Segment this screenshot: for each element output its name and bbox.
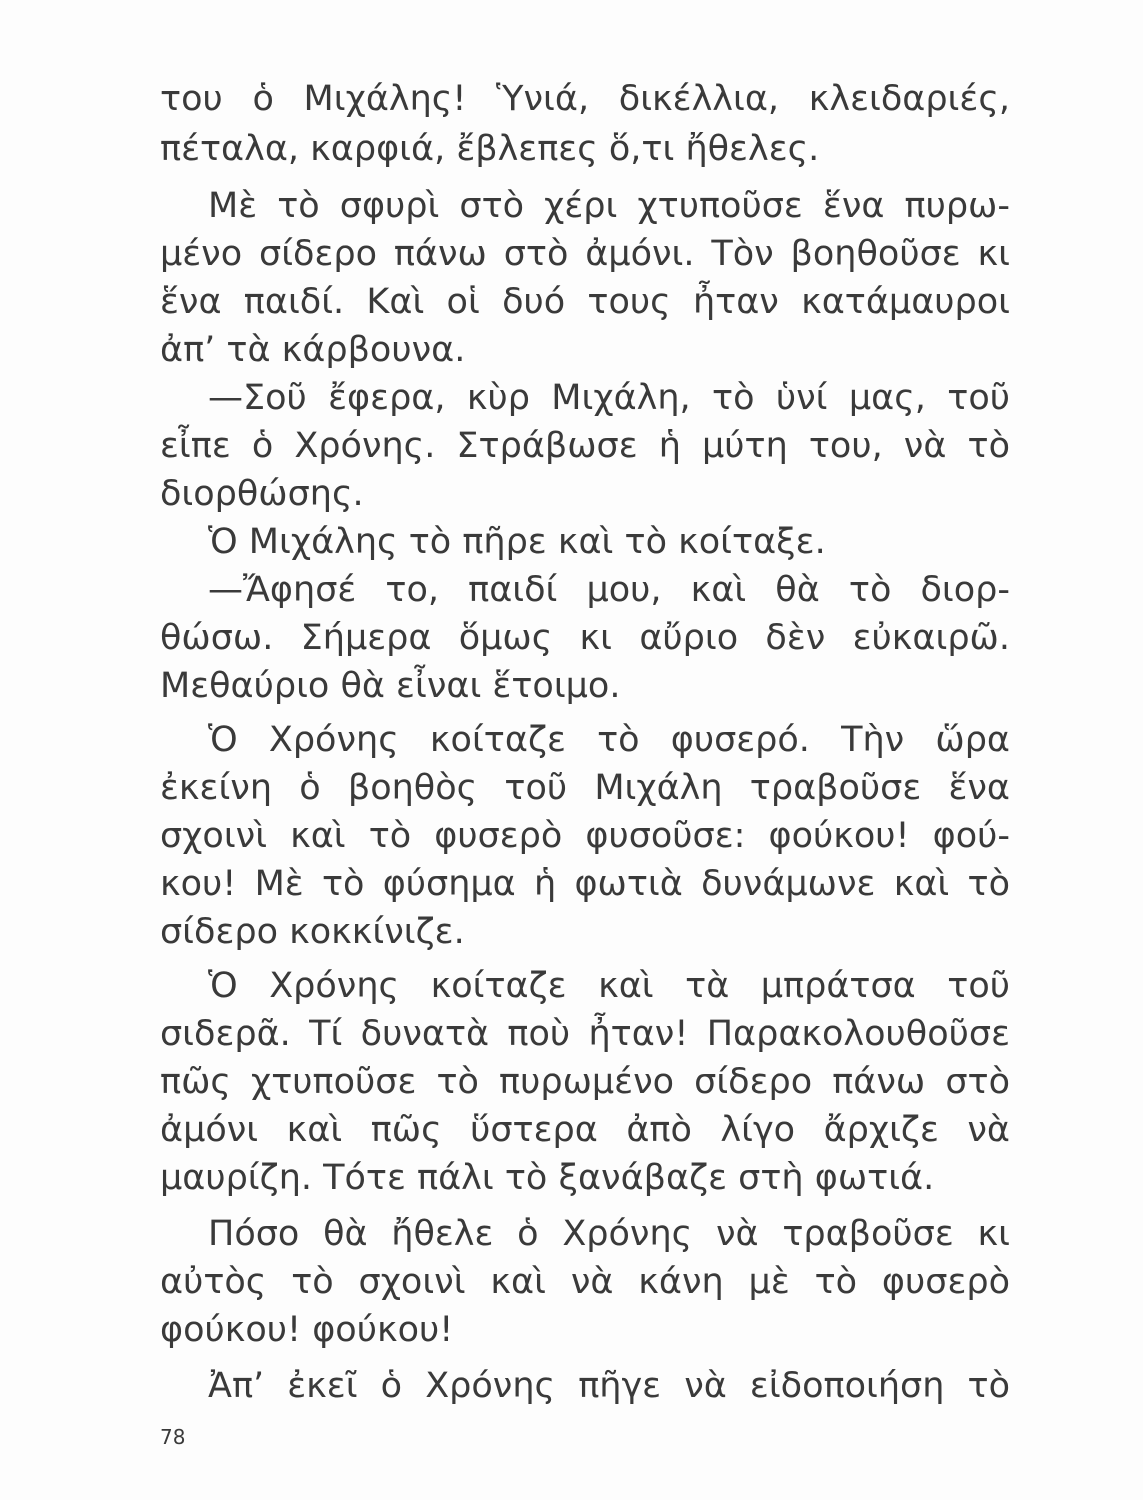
text-line: ἕνα παιδί. Καὶ οἱ δυό τους ἦταν κατάμαυροι bbox=[160, 282, 1010, 322]
text-line: κου! Μὲ τὸ φύσημα ἡ φωτιὰ δυνάμωνε καὶ τὸ bbox=[160, 864, 1010, 904]
text-line: Ὁ Χρόνης κοίταζε τὸ φυσερό. Τὴν ὥρα bbox=[208, 720, 1010, 760]
text-line: Πόσο θὰ ἤθελε ὁ Χρόνης νὰ τραβοῦσε κι bbox=[208, 1214, 1010, 1254]
text-line: Μεθαύριο θὰ εἶναι ἕτοιμο. bbox=[160, 666, 621, 706]
text-line: σιδερᾶ. Τί δυνατὰ ποὺ ἦταν! Παρακολουθοῦσε bbox=[160, 1014, 1010, 1054]
text-line: εἶπε ὁ Χρόνης. Στράβωσε ἡ μύτη του, νὰ τὸ bbox=[160, 426, 1010, 466]
text-line: ἀμόνι καὶ πῶς ὕστερα ἀπὸ λίγο ἄρχιζε νὰ bbox=[160, 1110, 1010, 1150]
text-line: ἀπ’ τὰ κάρβουνα. bbox=[160, 330, 466, 370]
text-line: θώσω. Σήμερα ὅμως κι αὔριο δὲν εὐκαιρῶ. bbox=[160, 618, 1010, 658]
text-line: —Ἄφησέ το, παιδί μου, καὶ θὰ τὸ διορ- bbox=[208, 570, 1010, 610]
text-line: Ἀπ’ ἐκεῖ ὁ Χρόνης πῆγε νὰ εἰδοποιήση τὸ bbox=[208, 1366, 1010, 1406]
text-line: διορθώσης. bbox=[160, 474, 364, 514]
text-line: φούκου! φούκου! bbox=[160, 1310, 454, 1350]
text-line: του ὁ Μιχάλης! Ὑνιά, δικέλλια, κλειδαριές, bbox=[160, 79, 1010, 119]
text-line: σχοινὶ καὶ τὸ φυσερὸ φυσοῦσε: φούκου! φού- bbox=[160, 816, 1010, 856]
text-line: Ὁ Χρόνης κοίταζε καὶ τὰ μπράτσα τοῦ bbox=[208, 966, 1010, 1006]
text-line: —Σοῦ ἔφερα, κὺρ Μιχάλη, τὸ ὑνί μας, τοῦ bbox=[208, 378, 1010, 418]
text-line: πῶς χτυποῦσε τὸ πυρωμένο σίδερο πάνω στὸ bbox=[160, 1062, 1010, 1102]
text-line: μαυρίζη. Τότε πάλι τὸ ξανάβαζε στὴ φωτιά. bbox=[160, 1158, 935, 1198]
page-number: 78 bbox=[160, 1425, 186, 1449]
text-line: Ὁ Μιχάλης τὸ πῆρε καὶ τὸ κοίταξε. bbox=[208, 522, 826, 562]
text-line: ἐκείνη ὁ βοηθὸς τοῦ Μιχάλη τραβοῦσε ἕνα bbox=[160, 768, 1010, 808]
text-line: σίδερο κοκκίνιζε. bbox=[160, 912, 465, 952]
text-line: πέταλα, καρφιά, ἔβλεπες ὅ,τι ἤθελες. bbox=[160, 129, 820, 169]
text-line: αὐτὸς τὸ σχοινὶ καὶ νὰ κάνη μὲ τὸ φυσερὸ bbox=[160, 1262, 1010, 1302]
text-line: Μὲ τὸ σφυρὶ στὸ χέρι χτυποῦσε ἕνα πυρω- bbox=[208, 186, 1010, 226]
text-line: μένο σίδερο πάνω στὸ ἀμόνι. Τὸν βοηθοῦσε κι bbox=[160, 234, 1010, 274]
